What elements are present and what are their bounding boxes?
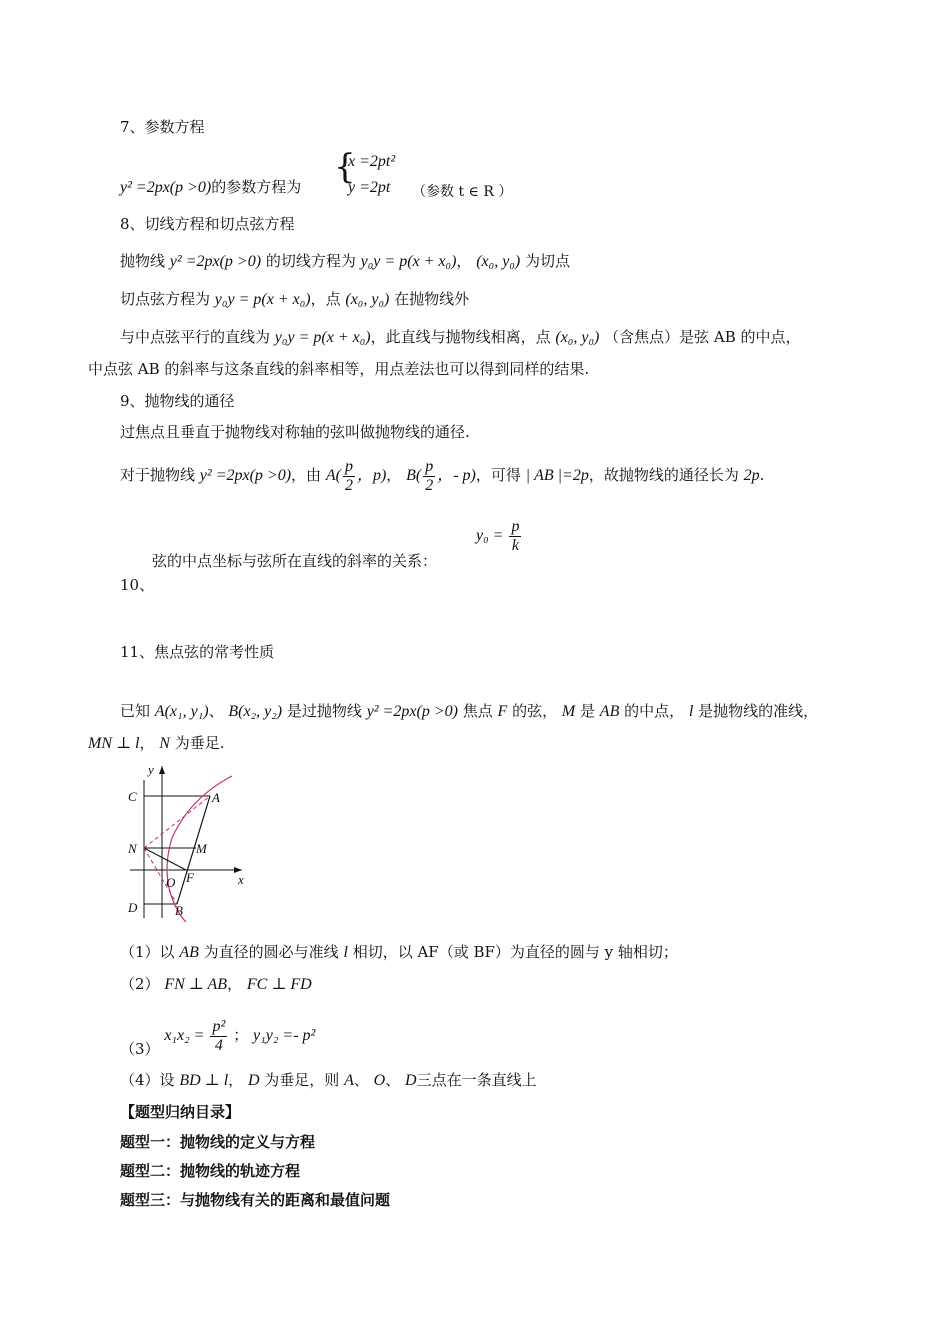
text: 为垂足，则: [264, 1071, 340, 1089]
text: 在抛物线外: [394, 290, 470, 308]
point-D: D: [247, 1072, 260, 1089]
param-eq-y: y =2pt: [348, 179, 391, 196]
midpoint-formula: [476, 518, 523, 554]
fraction: [509, 518, 521, 554]
point-B: B(x₂, y₂): [228, 703, 283, 720]
slope-sentence: 中点弦 AB 的斜率与这条直线的斜率相等，用点差法也可以得到同样的结果.: [88, 360, 590, 378]
point-B: [406, 458, 476, 494]
midpoint-M: M: [561, 703, 576, 720]
text: （2）: [120, 975, 160, 993]
denominator: 2: [344, 476, 353, 494]
focal-chord-sentence: [120, 702, 818, 721]
label-x: x: [238, 872, 244, 887]
text: ，此直线与抛物线相离，点: [370, 328, 551, 346]
chord-AB: AB: [599, 703, 620, 720]
label: ，- p): [437, 466, 476, 484]
focus-F: F: [497, 703, 508, 720]
mn-perp-l: MN ⊥ l: [88, 735, 140, 752]
point-O: O: [373, 1072, 386, 1089]
label-O: O: [166, 875, 176, 890]
text: ，: [227, 975, 243, 993]
y1y2-formula: y₁y₂ =- p²: [253, 1026, 316, 1044]
text: ，由: [291, 465, 322, 484]
property-1: [120, 943, 678, 962]
fraction: [423, 458, 435, 494]
text: .: [759, 465, 765, 484]
brace-symbol: {: [334, 147, 356, 187]
label: ，p): [356, 466, 387, 484]
text: （4）设: [120, 1071, 175, 1089]
text: ，故抛物线的通径长为: [588, 465, 739, 484]
section-11-heading: 11、焦点弦的常考性质: [120, 643, 275, 661]
numerator: p: [344, 458, 353, 475]
text: ，: [139, 734, 155, 752]
lhs: x₁x₂ =: [164, 1026, 205, 1044]
catalog-item-1: 题型一：抛物线的定义与方程: [120, 1133, 316, 1151]
text: ，: [456, 252, 472, 270]
label-A: A: [212, 790, 220, 805]
label-N: N: [128, 841, 137, 856]
directrix-l: l: [343, 944, 348, 961]
tangent-point: (x₀, y₀): [476, 253, 521, 270]
text: ，点: [310, 290, 341, 308]
text: 对于抛物线: [120, 465, 196, 484]
text: 为切点: [524, 252, 570, 270]
y0-label: y₀ =: [476, 526, 504, 544]
point-A: [325, 458, 387, 494]
chord-of-contact-sentence: [120, 290, 469, 309]
point-A: A(x₁, y₁): [154, 703, 209, 720]
text: 是: [580, 702, 596, 720]
fraction: [343, 458, 355, 494]
parabola-equation: y² =2px(p >0): [366, 703, 458, 720]
parabola-equation: y² =2px(p >0): [199, 466, 292, 484]
two-p: 2p: [743, 466, 760, 484]
label: B(: [406, 466, 422, 484]
text: 相切，以 AF（或 BF）为直径的圆与 y 轴相切；: [352, 943, 678, 961]
perpendicular-sentence: [88, 734, 225, 753]
foot-N: N: [159, 735, 170, 752]
text: （1）以: [120, 943, 175, 961]
focal-chord-figure: [120, 758, 260, 928]
bd-perp-l: BD ⊥ l: [179, 1072, 229, 1089]
text: ；: [233, 1025, 249, 1044]
text: 、: [353, 1071, 369, 1089]
text: 的切线方程为: [265, 252, 356, 270]
text: 、: [208, 702, 224, 720]
fn-perp-ab: FN ⊥ AB: [164, 976, 228, 993]
label-C: C: [128, 789, 137, 804]
text: 抛物线: [120, 252, 166, 270]
parabola-equation: y² =2px(p >0): [120, 179, 212, 196]
tangent-line-sentence: [120, 252, 570, 271]
numerator: p²: [212, 1018, 226, 1035]
property-3: [120, 1018, 315, 1058]
label-M: M: [196, 841, 207, 856]
denominator: 4: [214, 1036, 223, 1054]
catalog-title: 【题型归纳目录】: [120, 1103, 241, 1121]
text: 焦点: [462, 702, 493, 720]
point-A: A: [344, 1072, 354, 1089]
text: 与中点弦平行的直线为: [120, 328, 271, 346]
label-B: B: [175, 903, 183, 918]
parabola-equation: y² =2px(p >0): [169, 253, 262, 270]
label-y: y: [148, 762, 154, 777]
x1x2-formula: [164, 1018, 233, 1054]
text: 、: [385, 1071, 401, 1089]
fraction: [210, 1018, 227, 1054]
catalog-item-3: 题型三：与抛物线有关的距离和最值问题: [120, 1191, 391, 1209]
section-8-heading: 8、切线方程和切点弦方程: [120, 215, 295, 233]
label: A(: [325, 466, 341, 484]
text: 为直径的圆必与准线: [203, 943, 339, 961]
numerator: p: [425, 458, 434, 475]
fc-perp-fd: FC ⊥ FD: [246, 976, 312, 993]
param-note: （参数 t ∈ R ）: [412, 184, 513, 200]
text: 是过抛物线: [286, 702, 362, 720]
text: ，: [386, 465, 402, 484]
param-eq-x: x =2pt²: [348, 153, 396, 170]
label-F: F: [186, 870, 194, 885]
property-2: [120, 975, 312, 994]
parallel-equation: y₀y = p(x + x₀): [274, 329, 371, 346]
text: 为垂足.: [174, 734, 225, 752]
text: 切点弦方程为: [120, 290, 211, 308]
section-7-heading: 7、参数方程: [120, 118, 205, 136]
y-axis-arrow: [159, 766, 165, 774]
text: 已知: [120, 702, 151, 720]
text: ，: [228, 1071, 244, 1089]
point-D: D: [405, 1072, 417, 1089]
text: （含焦点）是弦 AB 的中点，: [604, 328, 801, 346]
tangent-equation: y₀y = p(x + x₀): [360, 253, 457, 270]
parallel-line-sentence: [120, 328, 801, 347]
chord-equation: y₀y = p(x + x₀): [214, 291, 311, 308]
label-D: D: [128, 900, 138, 915]
line-NF: [144, 848, 186, 870]
denominator: k: [511, 536, 520, 554]
midpoint: (x₀, y₀): [555, 329, 600, 346]
latus-rectum-sentence: [120, 458, 764, 494]
denominator: 2: [425, 476, 434, 494]
text: 三点在一条直线上: [416, 1071, 537, 1089]
text: （3）: [120, 1039, 160, 1058]
directrix-l: l: [688, 703, 694, 720]
text: 的中点，: [624, 702, 685, 720]
section-9-heading: 9、抛物线的通径: [120, 392, 235, 410]
text: 是抛物线的准线，: [698, 702, 819, 720]
catalog-item-2: 题型二：抛物线的轨迹方程: [120, 1162, 301, 1180]
outside-point: (x₀, y₀): [345, 291, 390, 308]
text: ，可得: [475, 465, 521, 484]
text: 的弦，: [512, 702, 558, 720]
section-10-heading: 10、: [120, 576, 155, 594]
ab-length: | AB |=2p: [525, 466, 589, 484]
midpoint-relation-text: 弦的中点坐标与弦所在直线的斜率的关系：: [152, 552, 438, 570]
section-7-equation-line: [120, 178, 301, 197]
property-4: [120, 1071, 537, 1090]
numerator: p: [511, 518, 520, 535]
text: 的参数方程为: [211, 178, 302, 196]
chord-AB: AB: [179, 944, 199, 961]
latus-rectum-definition: 过焦点且垂直于抛物线对称轴的弦叫做抛物线的通径.: [120, 423, 470, 441]
